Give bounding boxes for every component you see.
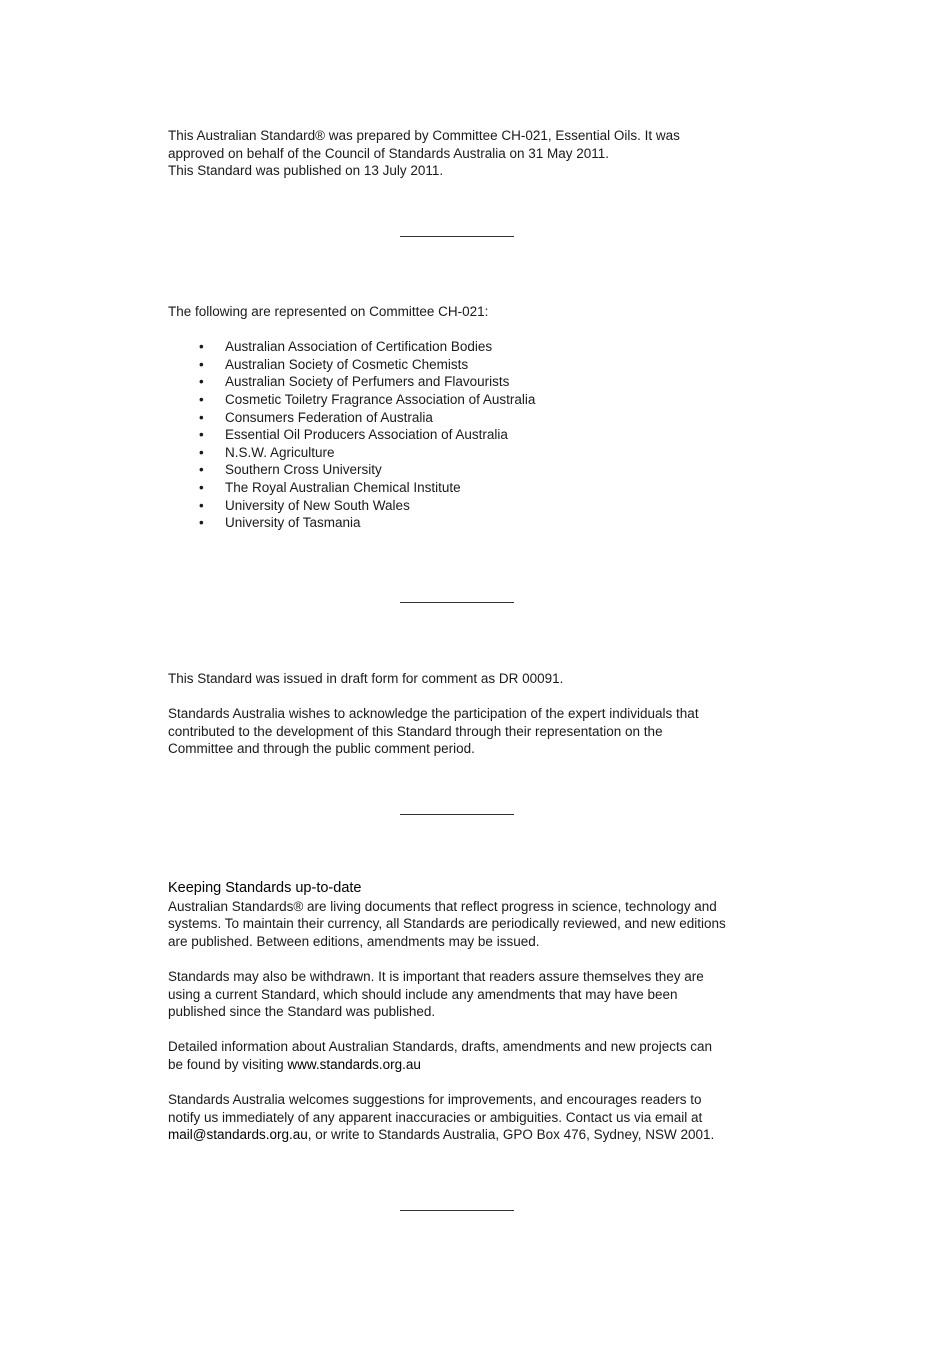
list-item: • University of Tasmania: [199, 515, 361, 531]
list-item: • Australian Society of Perfumers and Flavourists: [199, 374, 510, 390]
bullet-icon: •: [199, 391, 204, 407]
bullet-icon: •: [199, 515, 204, 531]
section-divider: [400, 1210, 514, 1211]
paragraph-line: using a current Standard, which should include any amendments that may have been: [168, 986, 678, 1002]
prep-line: approved on behalf of the Council of Standards Australia on 31 May 2011.: [168, 145, 610, 161]
bullet-icon: •: [199, 427, 204, 443]
list-item: • N.S.W. Agriculture: [199, 444, 335, 460]
paragraph-line: be found by visiting www.standards.org.au: [168, 1056, 421, 1072]
list-item: • Consumers Federation of Australia: [199, 409, 433, 425]
paragraph-line: Australian Standards® are living documents that reflect progress in science, technology and: [168, 898, 717, 914]
list-item: • Essential Oil Producers Association of Australia: [199, 427, 508, 443]
section-divider: [400, 236, 514, 237]
draft-notice: This Standard was issued in draft form for comment as DR 00091.: [168, 671, 564, 686]
paragraph-line: systems. To maintain their currency, all Standards are periodically reviewed, and new editions: [168, 916, 726, 932]
list-item: • Australian Society of Cosmetic Chemists: [199, 356, 469, 372]
paragraph-line: published since the Standard was published.: [168, 1004, 436, 1020]
acknowledgement-line: Committee and through the public comment period.: [168, 741, 475, 757]
list-item: • Australian Association of Certification Bodies: [199, 339, 493, 355]
acknowledgement-line: contributed to the development of this Standard through their representation on the: [168, 723, 663, 739]
list-item: • Cosmetic Toiletry Fragrance Association of Australia: [199, 391, 536, 407]
paragraph-line: mail@standards.org.au, or write to Standards Australia, GPO Box 476, Sydney, NSW 2001.: [168, 1127, 715, 1143]
prep-line: This Standard was published on 13 July 2011.: [168, 163, 444, 179]
prep-line: This Australian Standard® was prepared by Committee CH-021, Essential Oils. It was: [168, 128, 680, 143]
email-link[interactable]: mail@standards.org.au: [168, 1127, 308, 1143]
bullet-icon: •: [199, 356, 204, 372]
paragraph-line: notify us immediately of any apparent inaccuracies or ambiguities. Contact us via email at: [168, 1109, 703, 1125]
section-heading: Keeping Standards up-to-date: [168, 880, 362, 896]
bullet-icon: •: [199, 462, 204, 478]
list-item: • University of New South Wales: [199, 497, 410, 513]
acknowledgement-line: Standards Australia wishes to acknowledge the participation of the expert individuals that: [168, 706, 699, 722]
section-divider: [400, 814, 514, 815]
website-link[interactable]: www.standards.org.au: [287, 1056, 421, 1072]
list-item: • Southern Cross University: [199, 462, 382, 478]
section-divider: [400, 602, 514, 603]
bullet-icon: •: [199, 339, 204, 355]
bullet-icon: •: [199, 444, 204, 460]
bullet-icon: •: [199, 409, 204, 425]
bullet-icon: •: [199, 374, 204, 390]
committee-section: [168, 303, 768, 532]
list-item: • The Royal Australian Chemical Institute: [199, 479, 461, 495]
preparation-notice: [168, 127, 768, 180]
draft-section: [168, 670, 768, 758]
paragraph-line: Detailed information about Australian Standards, drafts, amendments and new projects can: [168, 1039, 713, 1055]
committee-intro: The following are represented on Committee CH-021:: [168, 304, 489, 319]
paragraph-line: Standards may also be withdrawn. It is important that readers assure themselves they are: [168, 968, 704, 984]
keeping-up-to-date-section: [168, 880, 768, 1144]
committee-members-list: [168, 338, 768, 532]
paragraph-line: Standards Australia welcomes suggestions for improvements, and encourages readers to: [168, 1092, 702, 1108]
paragraph-line: are published. Between editions, amendments may be issued.: [168, 933, 540, 949]
bullet-icon: •: [199, 497, 204, 513]
bullet-icon: •: [199, 479, 204, 495]
